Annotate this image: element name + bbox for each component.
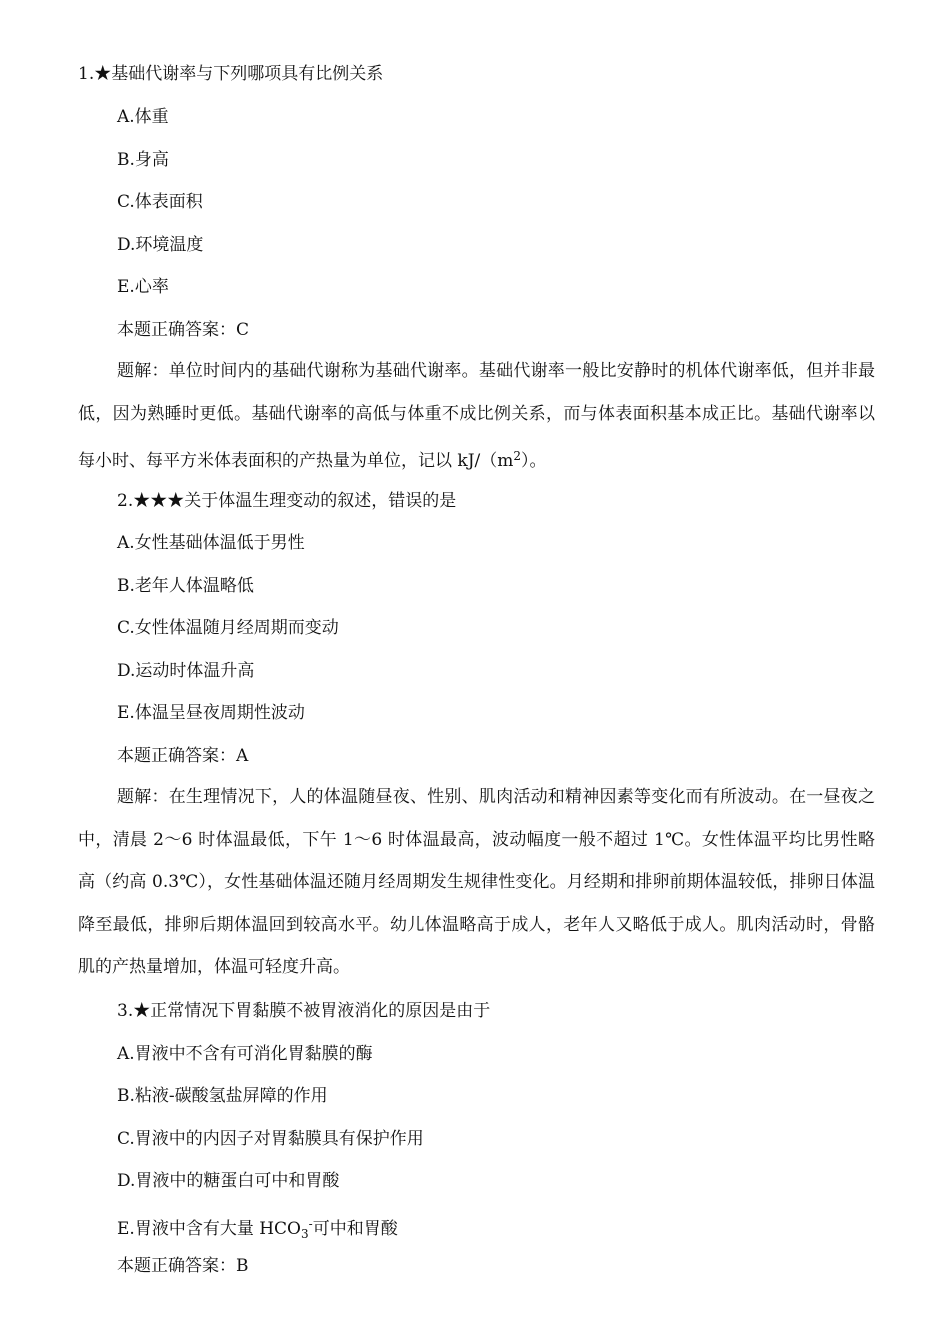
- question-3-stem: 3.★正常情况下胃黏膜不被胃液消化的原因是由于: [117, 1001, 491, 1021]
- question-3-option-e-superscript: -: [308, 1217, 313, 1231]
- question-3-option-e-subscript: 3: [301, 1227, 309, 1241]
- question-2-explanation: 题解：在生理情况下，人的体温随昼夜、性别、肌肉活动和精神因素等变化而有所波动。在一昼夜之中，清晨 2～6 时体温最低，下午 1～6 时体温最高，波动幅度一般不超过 1℃。女性体温平均比男性略高（约高 0.3℃），女性基础体温还随月经周期发生规律性变化。月经期和排卵前期体温较低，排卵日体温降至最低，排卵后期体温回到较高水平。幼儿体温略高于成人，老年人又略低于成人。肌肉活动时，骨骼肌的产热量增加，体温可轻度升高。: [78, 787, 875, 977]
- question-2-answer: 本题正确答案：A: [117, 746, 249, 766]
- question-1-option-c: C.体表面积: [117, 192, 203, 212]
- question-3-option-d: D.胃液中的糖蛋白可中和胃酸: [117, 1171, 340, 1191]
- question-3-option-e: [117, 1212, 398, 1246]
- question-3-option-b: B.粘液-碳酸氢盐屏障的作用: [117, 1086, 328, 1106]
- question-3-answer: 本题正确答案：B: [117, 1256, 249, 1276]
- question-1-explanation-end: ）。: [521, 451, 547, 471]
- question-2-stem: 2.★★★关于体温生理变动的叙述，错误的是: [117, 491, 457, 511]
- question-2-option-e: E.体温呈昼夜周期性波动: [117, 703, 305, 723]
- question-2-option-d: D.运动时体温升高: [117, 661, 255, 681]
- question-1-option-e: E.心率: [117, 277, 169, 297]
- question-1-option-b: B.身高: [117, 150, 169, 170]
- question-3-option-e-prefix: E.胃液中含有大量 HCO: [117, 1219, 301, 1239]
- question-1-explanation-text: 题解：单位时间内的基础代谢称为基础代谢率。基础代谢率一般比安静时的机体代谢率低，但并非最低，因为熟睡时更低。基础代谢率的高低与体重不成比例关系，而与体表面积基本成正比。基础代谢率以每小时、每平方米体表面积的产热量为单位，记以 kJ/（m: [78, 361, 875, 471]
- question-2-option-c: C.女性体温随月经周期而变动: [117, 618, 339, 638]
- question-3-option-c: C.胃液中的内因子对胃黏膜具有保护作用: [117, 1129, 424, 1149]
- question-1-explanation: [78, 350, 875, 483]
- question-3-option-a: A.胃液中不含有可消化胃黏膜的酶: [117, 1044, 373, 1064]
- question-1-option-d: D.环境温度: [117, 235, 204, 255]
- question-1-option-a: A.体重: [117, 107, 169, 127]
- question-2-option-a: A.女性基础体温低于男性: [117, 533, 305, 553]
- question-1-answer: 本题正确答案：C: [117, 320, 250, 340]
- question-2-option-b: B.老年人体温略低: [117, 576, 254, 596]
- question-1-stem: 1.★基础代谢率与下列哪项具有比例关系: [78, 64, 384, 84]
- question-3-option-e-suffix: 可中和胃酸: [312, 1219, 398, 1239]
- question-1-explanation-superscript: 2: [513, 449, 522, 463]
